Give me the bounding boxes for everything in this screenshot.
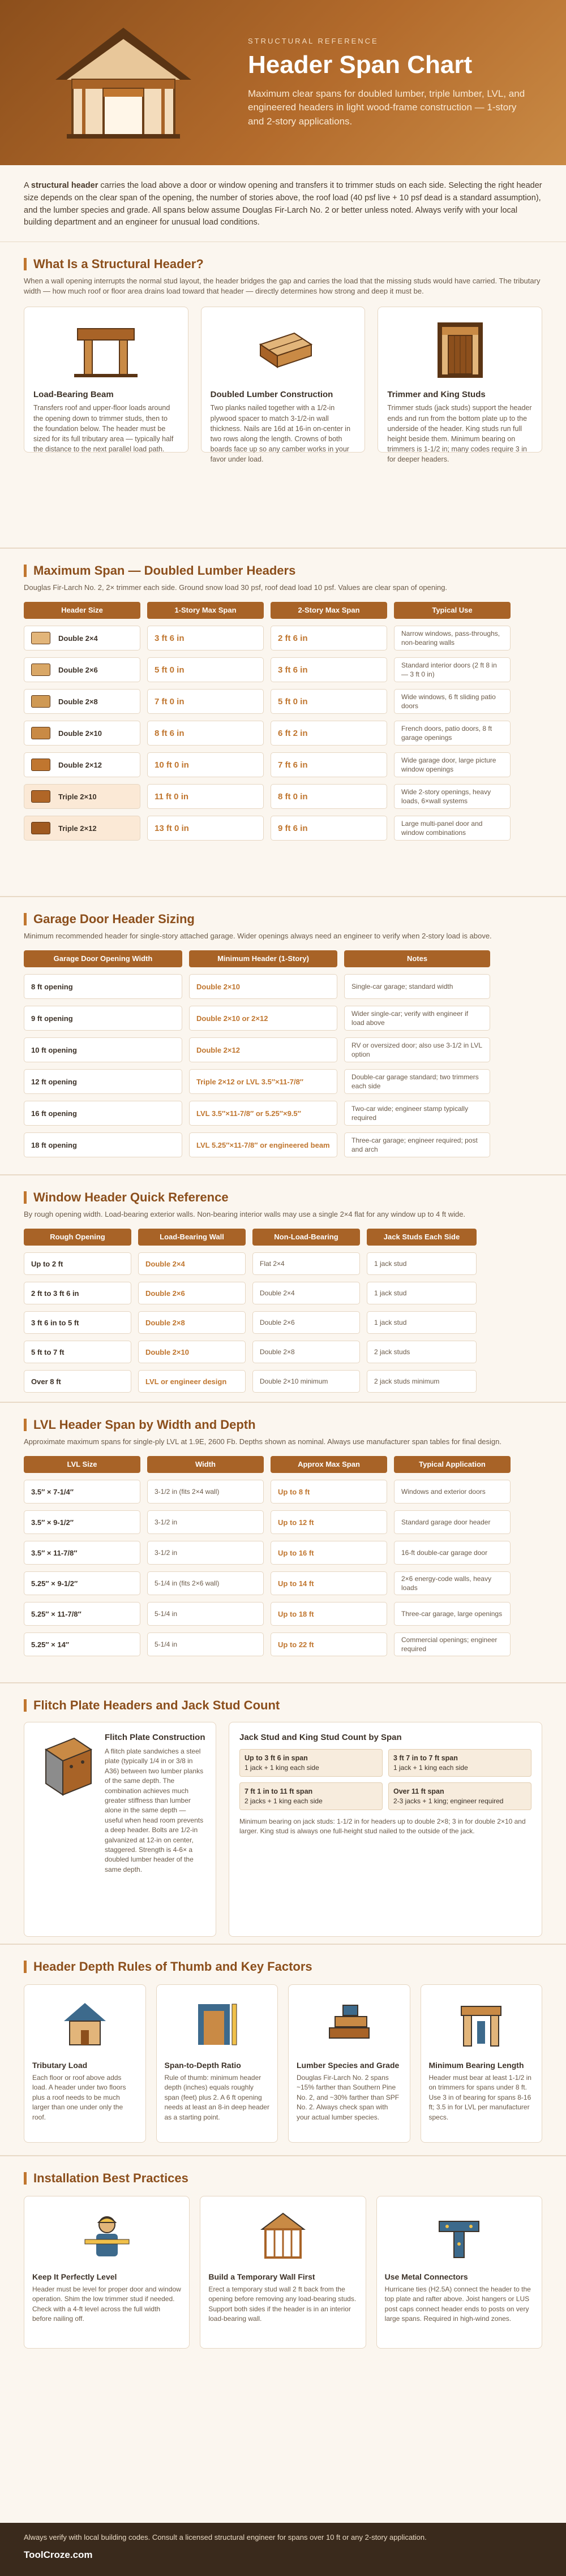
notes: RV or oversized door; also use 3-1/2 in LVL option [344, 1037, 490, 1062]
section-title [24, 563, 542, 578]
lvl-application: Standard garage door header [394, 1510, 511, 1534]
non-load-bearing: Double 2×10 minimum [252, 1370, 360, 1393]
lvl-size: 5.25″ × 14″ [24, 1632, 140, 1656]
section-title [24, 1698, 542, 1713]
column-header: 1-Story Max Span [147, 602, 264, 619]
card-tributary-load [24, 1984, 146, 2143]
section-doubled-lumber-spans [0, 549, 566, 896]
lvl-max-span: Up to 8 ft [271, 1480, 387, 1504]
span-1-story: 7 ft 0 in [147, 689, 264, 714]
header-size-cell [24, 784, 140, 809]
table-row [24, 1341, 542, 1363]
jack-rule [388, 1749, 531, 1777]
span-1-story: 13 ft 0 in [147, 816, 264, 841]
span-2-story: 6 ft 2 in [271, 721, 387, 746]
card-bearing-length [421, 1984, 543, 2143]
table-header [24, 1229, 542, 1246]
section-window-headers [0, 1175, 566, 1402]
card-temporary-wall [200, 2196, 366, 2349]
section-subtitle: By rough opening width. Load-bearing exterior walls. Non-bearing interior walls may use a single 2×4 flat for any window up to 4 ft wide. [24, 1210, 466, 1218]
hero-subtitle: Maximum clear spans for doubled lumber, triple lumber, LVL, and engineered headers in light wood-frame construction — 1-story and 2-story applications. [248, 88, 525, 127]
hero-banner [0, 0, 566, 165]
card-span-depth [156, 1984, 278, 2143]
span-1-story: 10 ft 0 in [147, 752, 264, 777]
table-row [24, 721, 542, 746]
notes: Wider single-car; verify with engineer if load above [344, 1006, 490, 1031]
page-title: Header Span Chart [248, 50, 473, 79]
house-frame-illustration [50, 23, 197, 142]
typical-use: Narrow windows, pass-throughs, non-bearing walls [394, 626, 511, 651]
notes: Single-car garage; standard width [344, 974, 490, 999]
load-bearing: Double 2×4 [138, 1252, 246, 1275]
column-header: Notes [344, 950, 490, 967]
jack-note: Minimum bearing on jack studs: 1-1/2 in for headers up to double 2×8; 3 in for double 2×10 and larger. King stud is always one full-height stud nailed to the outside of the jack. [239, 1817, 526, 1836]
typical-use: Standard interior doors (2 ft 8 in — 3 ft 0 in) [394, 657, 511, 682]
opening-width: 16 ft opening [24, 1101, 182, 1126]
typical-use: Wide windows, 6 ft sliding patio doors [394, 689, 511, 714]
opening-width: 10 ft opening [24, 1037, 182, 1062]
card-text: Erect a temporary stud wall 2 ft back from the opening before removing any load-bearing studs. Support both sides if the header is in an interior load-bearing wall. [208, 2285, 357, 2323]
opening-width: 18 ft opening [24, 1132, 182, 1157]
header-size-label: Double 2×4 [58, 634, 98, 643]
table-row [24, 1311, 542, 1334]
table-row [24, 1370, 542, 1393]
table-row [24, 626, 542, 651]
span-1-story: 3 ft 6 in [147, 626, 264, 651]
lvl-size: 5.25″ × 9-1/2″ [24, 1571, 140, 1595]
lvl-size: 3.5″ × 9-1/2″ [24, 1510, 140, 1534]
page-footer [0, 2523, 566, 2576]
column-header: Garage Door Opening Width [24, 950, 182, 967]
opening-width: 9 ft opening [24, 1006, 182, 1031]
header-size-label: Triple 2×12 [58, 824, 97, 833]
section-title [24, 912, 542, 927]
jack-rule-text: 1 jack + 1 king each side [393, 1764, 468, 1772]
card-text: Header must bear at least 1-1/2 in on trimmers for spans under 8 ft. Use 3 in of bearing for spans 8-16 ft; 3.5 in for LVL per manufacturer specs. [428, 2074, 531, 2121]
notes: Three-car garage; engineer required; post and arch [344, 1132, 490, 1157]
section-lvl-spans [0, 1403, 566, 1682]
lvl-application: 2×6 energy-code walls, heavy loads [394, 1571, 511, 1595]
beam-icon [33, 316, 179, 384]
lumber-icon [31, 632, 50, 644]
span-2-story: 9 ft 6 in [271, 816, 387, 841]
lvl-width: 5-1/4 in [147, 1632, 264, 1656]
card-title: Tributary Load [32, 2061, 88, 2070]
jack-card-title: Jack Stud and King Stud Count by Span [239, 1733, 402, 1742]
column-header: Typical Application [394, 1456, 511, 1473]
what-title: What Is a Structural Header? [33, 257, 204, 271]
card-title: Keep It Perfectly Level [32, 2272, 117, 2281]
flitch-card-title: Flitch Plate Construction [105, 1733, 205, 1742]
lumber-icon [31, 727, 50, 739]
notes: Double-car garage standard; two trimmers each side [344, 1069, 490, 1094]
header-size-label: Triple 2×10 [58, 792, 97, 801]
min-header: LVL 5.25″×11-7/8″ or engineered beam [189, 1132, 337, 1157]
jack-studs: 1 jack stud [367, 1252, 477, 1275]
lvl-title: LVL Header Span by Width and Depth [33, 1418, 256, 1432]
header-size-cell [24, 657, 140, 682]
table-header [24, 1456, 542, 1473]
lumber-icon [31, 822, 50, 834]
card-doubled-lumber [201, 307, 366, 463]
intro-text: carries the load above a door or window opening and transfers it to trimmer studs on each side. Selecting the right header size depends on the clear span of the opening, the number of stories above, the roof load (40 psf live + 10 psf dead is a standard assumption), and the lumber species and grade. All spans below assume Douglas Fir-Larch No. 2 or better unless noted. Always verify with your local building department and an engineer for unusual load conditions. [24, 181, 542, 227]
header-size-cell [24, 689, 140, 714]
house-load-icon [32, 1993, 138, 2055]
load-bearing: Double 2×8 [138, 1311, 246, 1334]
jack-studs: 1 jack stud [367, 1311, 477, 1334]
wall-frame-icon [208, 2204, 357, 2267]
card-title: Doubled Lumber Construction [210, 390, 333, 400]
stud-frame-icon [387, 316, 533, 384]
lvl-max-span: Up to 14 ft [271, 1571, 387, 1595]
table-row [24, 1101, 542, 1126]
rough-opening: Over 8 ft [24, 1370, 131, 1393]
lumber-stack-icon [211, 316, 356, 384]
section-what-is-header [0, 242, 566, 548]
span-2-story: 5 ft 0 in [271, 689, 387, 714]
column-header: 2-Story Max Span [271, 602, 387, 619]
lvl-max-span: Up to 12 ft [271, 1510, 387, 1534]
jack-studs: 2 jack studs [367, 1341, 477, 1363]
column-header: Rough Opening [24, 1229, 131, 1246]
load-bearing: Double 2×10 [138, 1341, 246, 1363]
table-row [24, 1602, 542, 1626]
jack-rule-text: 2-3 jacks + 1 king; engineer required [393, 1797, 504, 1805]
jack-stud-card [229, 1722, 542, 1937]
garage-table [24, 950, 542, 1157]
lumber-icon [31, 664, 50, 676]
section-flitch-plate [0, 1683, 566, 1944]
span-1-story: 8 ft 6 in [147, 721, 264, 746]
section-title [24, 2171, 542, 2186]
table-header [24, 950, 542, 967]
lvl-application: 16-ft double-car garage door [394, 1541, 511, 1565]
header-size-cell [24, 721, 140, 746]
section-rules-of-thumb [0, 1945, 566, 2155]
table-row [24, 816, 542, 841]
column-header: Header Size [24, 602, 140, 619]
jack-rule-title: 3 ft 7 in to 7 ft span [393, 1754, 458, 1762]
header-size-cell [24, 752, 140, 777]
card-title: Minimum Bearing Length [428, 2061, 524, 2070]
typical-use: Large multi-panel door and window combinations [394, 816, 511, 841]
span-1-story: 11 ft 0 in [147, 784, 264, 809]
section-subtitle: Minimum recommended header for single-story attached garage. Wider openings always need an engineer to verify when 2-story load is above. [24, 932, 492, 940]
lumber-icon [31, 790, 50, 803]
section-title [24, 1190, 542, 1205]
table-row [24, 657, 542, 682]
card-text: Transfers roof and upper-floor loads around the opening down to trimmer studs, then to the foundation below. The header must be sized for its full tributary area — typically half the distance to the next parallel load path. [33, 404, 174, 453]
jack-studs: 2 jack studs minimum [367, 1370, 477, 1393]
load-bearing: Double 2×6 [138, 1282, 246, 1304]
section-subtitle: Approximate maximum spans for single-ply LVL at 1.9E, 2600 Fb. Depths shown as nominal. Always use manufacturer span tables for final design. [24, 1437, 501, 1446]
jack-rule [239, 1749, 383, 1777]
intro-lead: A [24, 181, 31, 190]
table-row [24, 1006, 542, 1031]
min-header: Double 2×10 [189, 974, 337, 999]
non-load-bearing: Flat 2×4 [252, 1252, 360, 1275]
lvl-width: 5-1/4 in [147, 1602, 264, 1626]
intro-paragraph [0, 165, 566, 242]
span-2-story: 8 ft 0 in [271, 784, 387, 809]
span-2-story: 3 ft 6 in [271, 657, 387, 682]
jack-rule-title: Up to 3 ft 6 in span [245, 1754, 308, 1762]
span-1-story: 5 ft 0 in [147, 657, 264, 682]
load-bearing: LVL or engineer design [138, 1370, 246, 1393]
lvl-max-span: Up to 16 ft [271, 1541, 387, 1565]
lvl-width: 5-1/4 in (fits 2×6 wall) [147, 1571, 264, 1595]
rough-opening: Up to 2 ft [24, 1252, 131, 1275]
card-title: Load-Bearing Beam [33, 390, 114, 400]
column-header: Jack Studs Each Side [367, 1229, 477, 1246]
typical-use: French doors, patio doors, 8 ft garage openings [394, 721, 511, 746]
table-row [24, 689, 542, 714]
card-title: Span-to-Depth Ratio [164, 2061, 241, 2070]
flitch-plate-icon [35, 1733, 97, 1926]
card-text: Header must be level for proper door and window operation. Shim the low trimmer stud if needed. Check with a 4-ft level across the full width before nailing off. [32, 2285, 181, 2323]
footer-note: Always verify with local building codes. Consult a licensed structural engineer for spans over 10 ft or any 2-story application. [24, 2533, 427, 2541]
column-header: Non-Load-Bearing [252, 1229, 360, 1246]
header-size-label: Double 2×8 [58, 697, 98, 706]
worker-icon [32, 2204, 181, 2267]
min-header: LVL 3.5″×11-7/8″ or 5.25″×9.5″ [189, 1101, 337, 1126]
jack-rule-text: 2 jacks + 1 king each side [245, 1797, 323, 1805]
rough-opening: 2 ft to 3 ft 6 in [24, 1282, 131, 1304]
footer-brand[interactable]: ToolCroze.com [24, 2549, 93, 2560]
lvl-application: Commercial openings; engineer required [394, 1632, 511, 1656]
lumber-pile-icon [297, 1993, 402, 2055]
card-text: Rule of thumb: minimum header depth (inches) equals roughly span (feet) plus 2. A 6 ft opening needs at least an 8-in deep header as a starting point. [164, 2074, 269, 2121]
header-size-label: Double 2×6 [58, 665, 98, 674]
flitch-title: Flitch Plate Headers and Jack Stud Count [33, 1698, 280, 1712]
doubled-lumber-table [24, 602, 542, 841]
typical-use: Wide garage door, large picture window openings [394, 752, 511, 777]
lumber-icon [31, 695, 50, 708]
lvl-size: 3.5″ × 7-1/4″ [24, 1480, 140, 1504]
table-row [24, 1282, 542, 1304]
section-title [24, 1418, 542, 1432]
span-2-story: 7 ft 6 in [271, 752, 387, 777]
garage-title: Garage Door Header Sizing [33, 912, 195, 926]
min-header: Double 2×10 or 2×12 [189, 1006, 337, 1031]
lumber-icon [31, 759, 50, 771]
window-table [24, 1229, 542, 1393]
section-subtitle: When a wall opening interrupts the normal stud layout, the header bridges the gap and carries the load that the missing studs would have carried. The tributary width — how much roof or floor area drains load toward that header — directly determines how strong and deep it must be. [24, 277, 541, 296]
table-row [24, 752, 542, 777]
column-header: Approx Max Span [271, 1456, 387, 1473]
min-header: Triple 2×12 or LVL 3.5″×11-7/8″ [189, 1069, 337, 1094]
table-row [24, 1510, 542, 1534]
card-title: Use Metal Connectors [384, 2272, 468, 2281]
opening-width: 12 ft opening [24, 1069, 182, 1094]
flitch-card-text: A flitch plate sandwiches a steel plate (typically 1/4 in or 3/8 in A36) between two lumber planks of the same depth. The combination achieves much greater stiffness than lumber alone in the same depth — useful when head room prevents a deep header. Bolts are 1/2-in galvanized at 12-in on center, staggered. Strength is 4-6× a doubled lumber header of the same depth. [105, 1747, 204, 1873]
jack-rule-title: 7 ft 1 in to 11 ft span [245, 1787, 313, 1795]
non-load-bearing: Double 2×4 [252, 1282, 360, 1304]
lvl-max-span: Up to 18 ft [271, 1602, 387, 1626]
non-load-bearing: Double 2×8 [252, 1341, 360, 1363]
table-row [24, 1571, 542, 1595]
lvl-size: 3.5″ × 11-7/8″ [24, 1541, 140, 1565]
min-header: Double 2×12 [189, 1037, 337, 1062]
column-header: Width [147, 1456, 264, 1473]
rules-title: Header Depth Rules of Thumb and Key Factors [33, 1959, 312, 1974]
section-title [24, 257, 542, 272]
column-header: Typical Use [394, 602, 511, 619]
table-row [24, 1132, 542, 1157]
bearing-icon [429, 1993, 534, 2055]
lvl-size: 5.25″ × 11-7/8″ [24, 1602, 140, 1626]
table-row [24, 1632, 542, 1656]
jack-rule-text: 1 jack + 1 king each side [245, 1764, 319, 1772]
header-size-cell [24, 626, 140, 651]
table-row [24, 1252, 542, 1275]
lvl-table [24, 1456, 542, 1656]
jack-rule [388, 1782, 531, 1810]
jack-rule [239, 1782, 383, 1810]
table-row [24, 974, 542, 999]
section-subtitle: Douglas Fir-Larch No. 2, 2× trimmer each side. Ground snow load 30 psf, roof dead load 10 psf. Values are clear span of opening. [24, 583, 448, 592]
header-size-label: Double 2×12 [58, 760, 102, 769]
jack-rule-title: Over 11 ft span [393, 1787, 444, 1795]
header-size-cell [24, 816, 140, 841]
ruler-door-icon [165, 1993, 270, 2055]
column-header: Minimum Header (1-Story) [189, 950, 337, 967]
card-title: Trimmer and King Studs [387, 390, 486, 400]
non-load-bearing: Double 2×6 [252, 1311, 360, 1334]
window-title: Window Header Quick Reference [33, 1190, 229, 1204]
opening-width: 8 ft opening [24, 974, 182, 999]
hero-eyebrow: STRUCTURAL REFERENCE [248, 36, 379, 45]
lvl-max-span: Up to 22 ft [271, 1632, 387, 1656]
notes: Two-car wide; engineer stamp typically required [344, 1101, 490, 1126]
card-lumber-species [288, 1984, 410, 2143]
header-size-label: Double 2×10 [58, 729, 102, 738]
column-header: LVL Size [24, 1456, 140, 1473]
lvl-width: 3-1/2 in [147, 1510, 264, 1534]
card-text: Trimmer studs (jack studs) support the header ends and run from the bottom plate up to the underside of the header. King studs run full height beside them. Minimum bearing on trimmers is 1-1/2 in; many codes require 3 in for deeper headers. [387, 404, 532, 463]
table-row [24, 1037, 542, 1062]
rough-opening: 5 ft to 7 ft [24, 1341, 131, 1363]
section-installation [0, 2156, 566, 2349]
column-header: Load-Bearing Wall [138, 1229, 246, 1246]
card-text: Each floor or roof above adds load. A header under two floors plus a roof needs to be much larger than one under only the roof. [32, 2074, 126, 2121]
install-title: Installation Best Practices [33, 2171, 188, 2185]
card-title: Build a Temporary Wall First [208, 2272, 315, 2281]
table-row [24, 1480, 542, 1504]
jack-studs: 1 jack stud [367, 1282, 477, 1304]
table-row [24, 1541, 542, 1565]
card-text: Douglas Fir-Larch No. 2 spans ~15% farther than Southern Pine No. 2, and ~30% farther than SPF No. 2. Always check span with your actual lumber species. [297, 2074, 400, 2121]
table-row [24, 1069, 542, 1094]
card-text: Two planks nailed together with a 1/2-in plywood spacer to match 3-1/2-in wall thickness. Nails are 16d at 16-in on-center in two rows along the length. Crowns of both boards face up so any camber works in your favor under load. [210, 404, 351, 463]
card-title: Lumber Species and Grade [297, 2061, 400, 2070]
intro-term: structural header [31, 181, 98, 190]
table-header [24, 602, 542, 619]
span-2-story: 2 ft 6 in [271, 626, 387, 651]
lvl-width: 3-1/2 in (fits 2×4 wall) [147, 1480, 264, 1504]
section-garage-door-headers [0, 897, 566, 1174]
card-trimmer-king-studs [378, 307, 542, 463]
doubled-title: Maximum Span — Doubled Lumber Headers [33, 563, 296, 578]
lvl-application: Three-car garage, large openings [394, 1602, 511, 1626]
lvl-application: Windows and exterior doors [394, 1480, 511, 1504]
lvl-width: 3-1/2 in [147, 1541, 264, 1565]
flitch-plate-card [24, 1722, 216, 1937]
card-keep-level [24, 2196, 190, 2349]
rough-opening: 3 ft 6 in to 5 ft [24, 1311, 131, 1334]
section-title [24, 1959, 542, 1974]
table-row [24, 784, 542, 809]
typical-use: Wide 2-story openings, heavy loads, 6×wall systems [394, 784, 511, 809]
connector-icon [385, 2204, 534, 2267]
card-text: Hurricane ties (H2.5A) connect the header to the top plate and rafter above. Joist hangers or LUS post caps connect header ends to posts on very large spans. Required in high-wind zones. [384, 2285, 531, 2323]
card-load-bearing-beam [24, 307, 188, 453]
card-metal-connectors [376, 2196, 542, 2349]
